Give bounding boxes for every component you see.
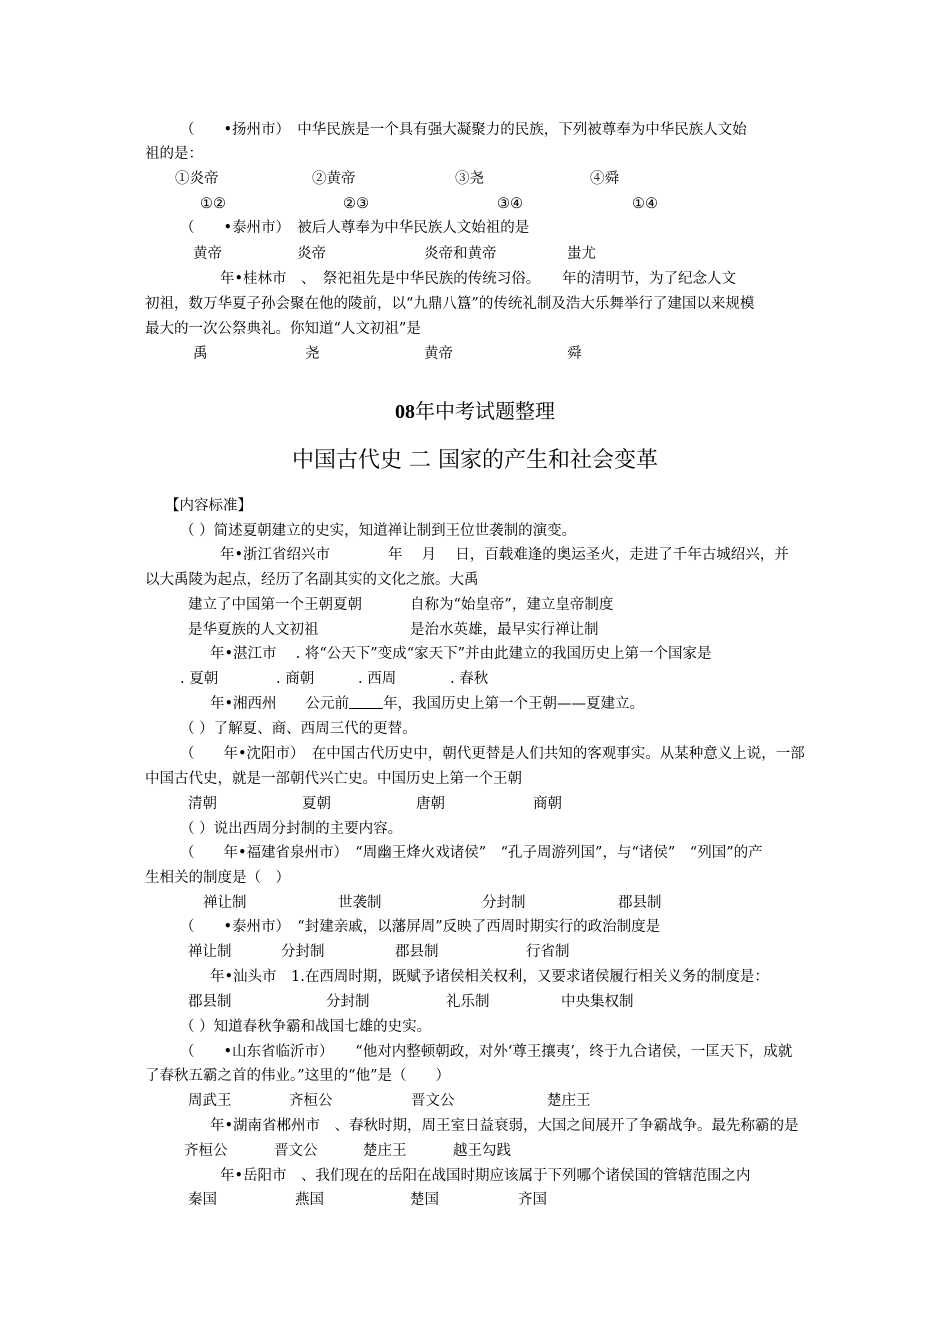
answer-option: 夏朝 [302,796,331,812]
answer-option: 晋文公 [274,1143,318,1159]
answer-option: 尧 [305,346,320,362]
question-stem: （ •山东省临沂市） “他对内整顿朝政，对外‘尊王攘夷’，终于九合诸侯，一匡天下，成就 [180,1044,793,1060]
content-standard-label: 【内容标准】 [165,498,252,514]
section-label: （ ）了解夏、商、西周三代的更替。 [180,721,417,737]
question-stem: （ 年•福建省泉州市） “周幽王烽火戏诸侯” “孔子周游列国”，与“诸侯” “列国”的产 [180,845,763,861]
question-stem: （ •扬州市） 中华民族是一个具有强大凝聚力的民族，下列被尊奉为中华民族人文始 [180,122,747,138]
answer-option: 分封制 [482,895,526,911]
page-title [0,398,950,425]
answer-option: 黄帝 [424,346,453,362]
answer-option: 是华夏族的人文初祖 [188,622,319,638]
answer-option: 炎帝和黄帝 [424,246,497,262]
answer-option: . 春秋 [450,671,489,687]
question-stem: （ 年•沈阳市） 在中国古代历史中，朝代更替是人们共知的客观事实。从某种意义上说，一部 [180,746,805,762]
answer-option: ②③ [343,196,369,212]
question-stem: （ •泰州市） “封建亲戚，以藩屏周”反映了西周时期实行的政治制度是 [180,919,661,935]
question-stem-end: 年，我国历史上第一个王朝——夏建立。 [383,696,645,712]
answer-option: ③④ [497,196,523,212]
answer-option: 郡县制 [395,944,439,960]
question-stem: 祖的是： [145,146,203,162]
question-stem [210,695,644,713]
answer-option: . 商朝 [276,671,315,687]
answer-option: 郡县制 [618,895,662,911]
answer-option: 秦国 [188,1192,217,1208]
answer-option: 禅让制 [188,944,232,960]
answer-option: 分封制 [281,944,325,960]
section-label: （ ）说出西周分封制的主要内容。 [180,821,403,837]
answer-option: 是治水英雄，最早实行禅让制 [410,622,599,638]
section-label: （ ）简述夏朝建立的史实，知道禅让制到王位世袭制的演变。 [180,523,577,539]
answer-option: 楚庄王 [547,1093,591,1109]
question-item: ②黄帝 [312,171,356,187]
question-stem-start: 年•湘西州 公元前 [210,696,350,712]
answer-option: 黄帝 [193,246,222,262]
answer-option: 齐桓公 [289,1093,333,1109]
answer-option: 分封制 [326,994,370,1010]
answer-option: 郡县制 [188,994,232,1010]
answer-option: 周武王 [188,1093,232,1109]
answer-option: 商朝 [533,796,562,812]
question-stem: 以大禹陵为起点，经历了名副其实的文化之旅。大禹 [145,572,479,588]
question-stem: 中国古代史，就是一部朝代兴亡史。中国历史上第一个王朝 [145,771,522,787]
answer-option: 中央集权制 [561,994,634,1010]
question-stem: 了春秋五霸之首的伟业。”这里的“他”是（ ） [145,1068,450,1084]
question-stem: 初祖，数万华夏子孙会聚在他的陵前，以“九鼎八簋”的传统礼制及浩大乐舞举行了建国以来规模 [145,296,755,312]
answer-option: 唐朝 [416,796,445,812]
answer-option: 越王勾践 [453,1143,511,1159]
answer-option: 齐国 [518,1192,547,1208]
answer-option: 楚庄王 [363,1143,407,1159]
answer-option: 清朝 [188,796,217,812]
answer-option: . 西周 [358,671,397,687]
answer-option: 禅让制 [203,895,247,911]
answer-option: 燕国 [295,1192,324,1208]
answer-option: 世袭制 [338,895,382,911]
question-stem: 年•湛江市 . 将“公天下”变成“家天下”并由此建立的我国历史上第一个国家是 [210,646,712,662]
answer-option: 建立了中国第一个王朝夏朝 [188,597,362,613]
page-title-text: 年中考试题整理 [415,399,555,423]
answer-option: 蚩尤 [567,246,596,262]
answer-blank[interactable] [349,696,383,709]
answer-option: 炎帝 [297,246,326,262]
question-item: ④舜 [590,171,619,187]
question-stem: 年•岳阳市 、我们现在的岳阳在战国时期应该属于下列哪个诸侯国的管辖范围之内 [220,1168,751,1184]
answer-option: . 夏朝 [180,671,219,687]
answer-option: 齐桓公 [184,1143,228,1159]
answer-option: 自称为“始皇帝”，建立皇帝制度 [410,597,614,613]
answer-option: 晋文公 [411,1093,455,1109]
question-stem: 年•汕头市 1.在西周时期，既赋予诸侯相关权利，又要求诸侯履行相关义务的制度是： [210,969,769,985]
question-item: ①炎帝 [175,171,219,187]
answer-option: 楚国 [410,1192,439,1208]
question-stem: （ •泰州市） 被后人尊奉为中华民族人文始祖的是 [180,220,530,236]
question-stem: 最大的一次公祭典礼。你知道“人文初祖”是 [145,321,421,337]
question-stem: 年•浙江省绍兴市 年 月 日，百载难逢的奥运圣火，走进了千年古城绍兴，并 [220,547,789,563]
section-label: （ ）知道春秋争霸和战国七雄的史实。 [180,1019,432,1035]
answer-option: 舜 [567,346,582,362]
answer-option: 行省制 [526,944,570,960]
answer-option: ①② [200,196,226,212]
question-stem: 生相关的制度是（ ） [145,870,290,886]
answer-option: ①④ [632,196,658,212]
question-stem: 年•湖南省郴州市 、春秋时期，周王室日益衰弱，大国之间展开了争霸战争。最先称霸的是 [210,1118,799,1134]
question-stem: 年•桂林市 、 祭祀祖先是中华民族的传统习俗。 年的清明节，为了纪念人文 [220,271,737,287]
question-item: ③尧 [455,171,484,187]
answer-option: 禹 [193,346,208,362]
answer-option: 礼乐制 [446,994,490,1010]
page-subtitle: 中国古代史 二 国家的产生和社会变革 [292,448,658,473]
page-title-year: 08 [395,401,415,423]
